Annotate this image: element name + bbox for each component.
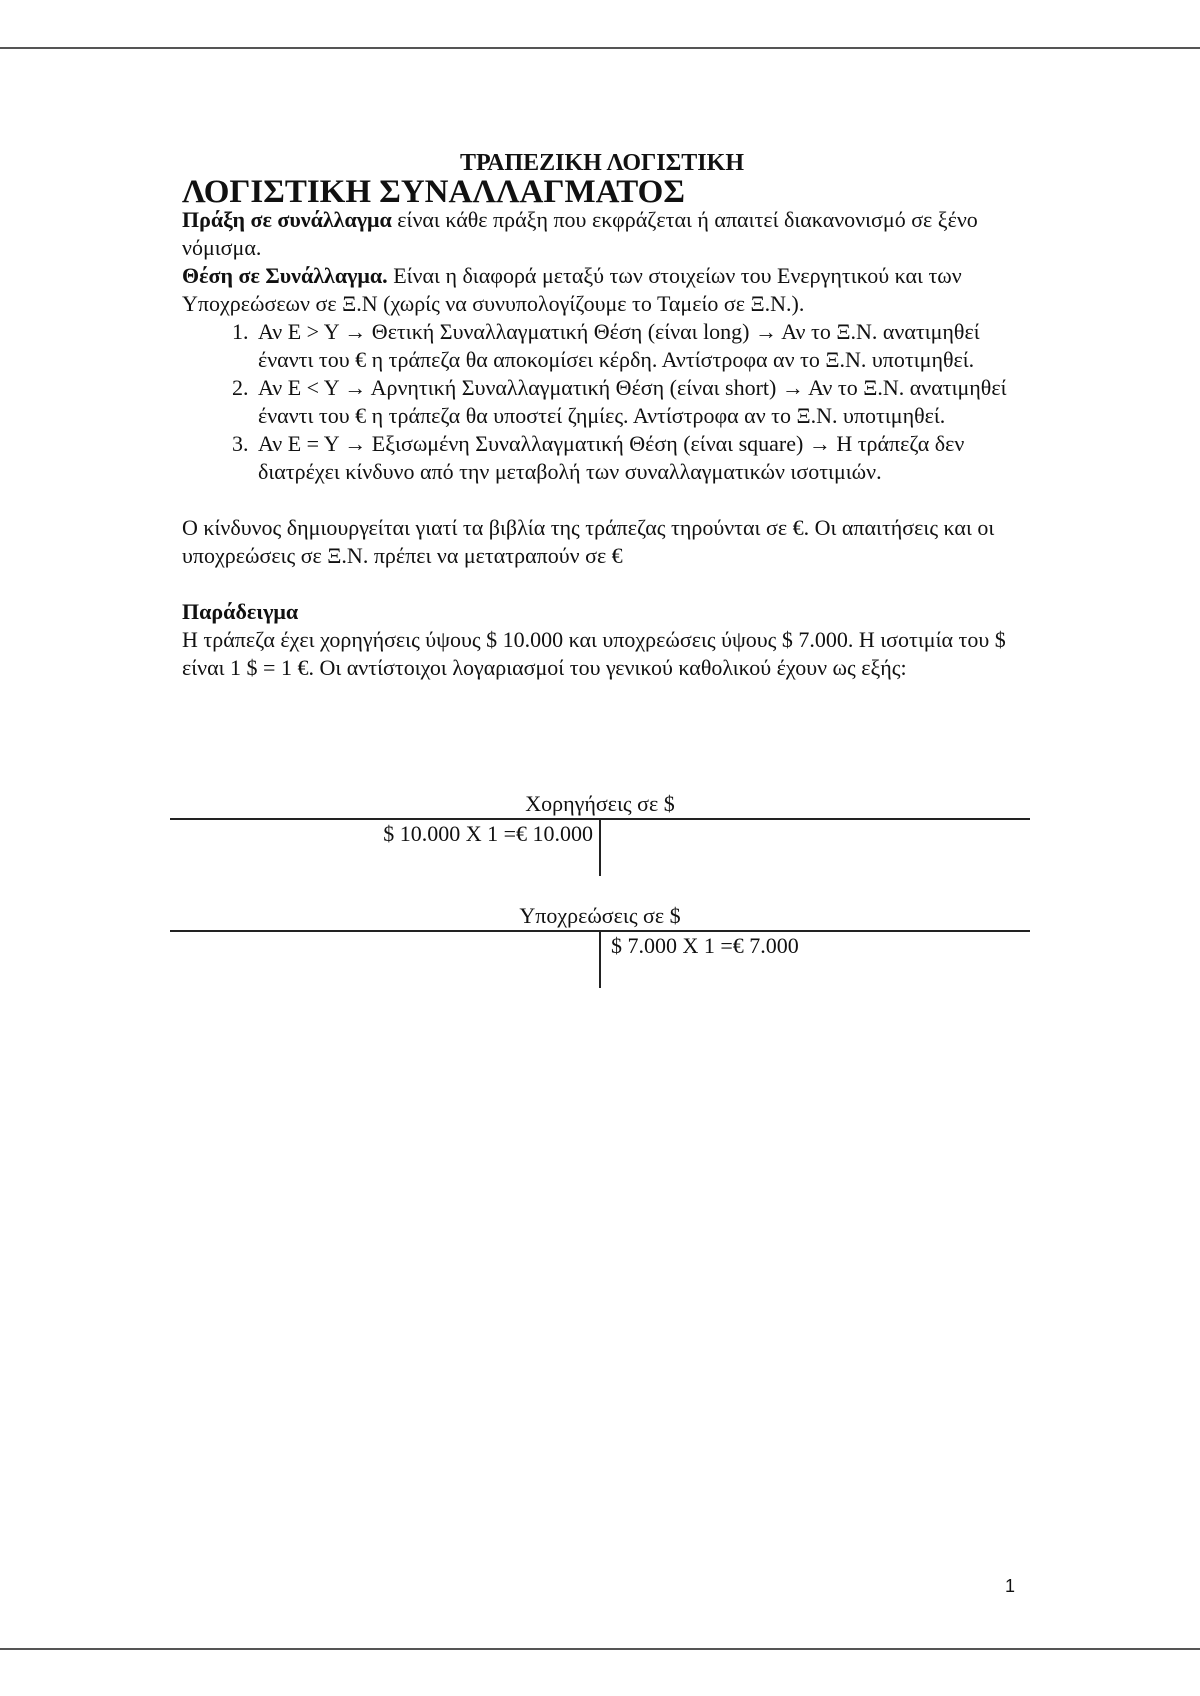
- definition-term: Θέση σε Συνάλλαγμα.: [182, 263, 388, 288]
- definition-text: είναι κάθε πράξη που εκφράζεται ή απαιτεί διακανονισμό σε ξένο νόμισμα.: [182, 207, 978, 260]
- definition-foreign-exchange-position: [182, 262, 1022, 318]
- definition-foreign-exchange-transaction: [182, 206, 1022, 262]
- paragraph-spacer: [182, 570, 1022, 598]
- list-item: 2. Αν Ε < Υ → Αρνητική Συναλλαγματική Θέση (είναι short) → Αν το Ξ.Ν. ανατιμηθεί έναντι του € η τράπεζα θα υποστεί ζημίες. Αντίστροφα αν το Ξ.Ν. υποτιμηθεί.: [254, 374, 1022, 430]
- account-body: [170, 930, 1030, 988]
- account-body: [170, 818, 1030, 876]
- t-account-loans: [170, 790, 1030, 876]
- example-title: Παράδειγμα: [182, 599, 299, 624]
- list-item: 3. Αν Ε = Υ → Εξισωμένη Συναλλαγματική Θέση (είναι square) → Η τράπεζα δεν διατρέχει κίνδυνο από την μεταβολή των συναλλαγματικών ισοτιμιών.: [254, 430, 1022, 486]
- risk-paragraph: Ο κίνδυνος δημιουργείται γιατί τα βιβλία της τράπεζας τηρούνται σε €. Οι απαιτήσεις και οι υποχρεώσεις σε Ξ.Ν. πρέπει να μετατραπούν σε €: [182, 515, 995, 568]
- account-debit-entry: $ 10.000 Χ 1 =€ 10.000: [383, 821, 593, 846]
- account-title: Χορηγήσεις σε $: [525, 791, 675, 816]
- page-bottom-border: [0, 1648, 1200, 1650]
- definition-text: Είναι η διαφορά μεταξύ των στοιχείων του Ενεργητικού και των Υποχρεώσεων σε Ξ.Ν (χωρίς να συνυπολογίζουμε το Ταμείο σε Ξ.Ν.).: [182, 263, 962, 316]
- account-divider: [599, 932, 601, 988]
- page-top-border: [0, 47, 1200, 49]
- account-title: Υποχρεώσεις σε $: [519, 903, 681, 928]
- document-title: ΤΡΑΠΕΖΙΚΗ ΛΟΓΙΣΤΙΚΗ: [460, 150, 744, 176]
- paragraph-spacer: [182, 486, 1022, 514]
- page-number: 1: [1005, 1576, 1016, 1596]
- account-credit-entry: $ 7.000 Χ 1 =€ 7.000: [611, 933, 799, 958]
- definition-term: Πράξη σε συνάλλαγμα: [182, 207, 392, 232]
- account-divider: [599, 820, 601, 876]
- page-content: [182, 148, 1022, 682]
- positions-list: [182, 318, 1022, 486]
- t-account-liabilities: [170, 902, 1030, 988]
- example-text: Η τράπεζα έχει χορηγήσεις ύψους $ 10.000 και υποχρεώσεις ύψους $ 7.000. Η ισοτιμία του $ είναι 1 $ = 1 €. Οι αντίστοιχοι λογαριασμοί του γενικού καθολικού έχουν ως εξής:: [182, 627, 1006, 680]
- list-item: 1. Αν Ε > Υ → Θετική Συναλλαγματική Θέση (είναι long) → Αν το Ξ.Ν. ανατιμηθεί έναντι του € η τράπεζα θα αποκομίσει κέρδη. Αντίστροφα αν το Ξ.Ν. υποτιμηθεί.: [254, 318, 1022, 374]
- section-title: ΛΟΓΙΣΤΙΚΗ ΣΥΝΑΛΛΑΓΜΑΤΟΣ: [182, 174, 685, 210]
